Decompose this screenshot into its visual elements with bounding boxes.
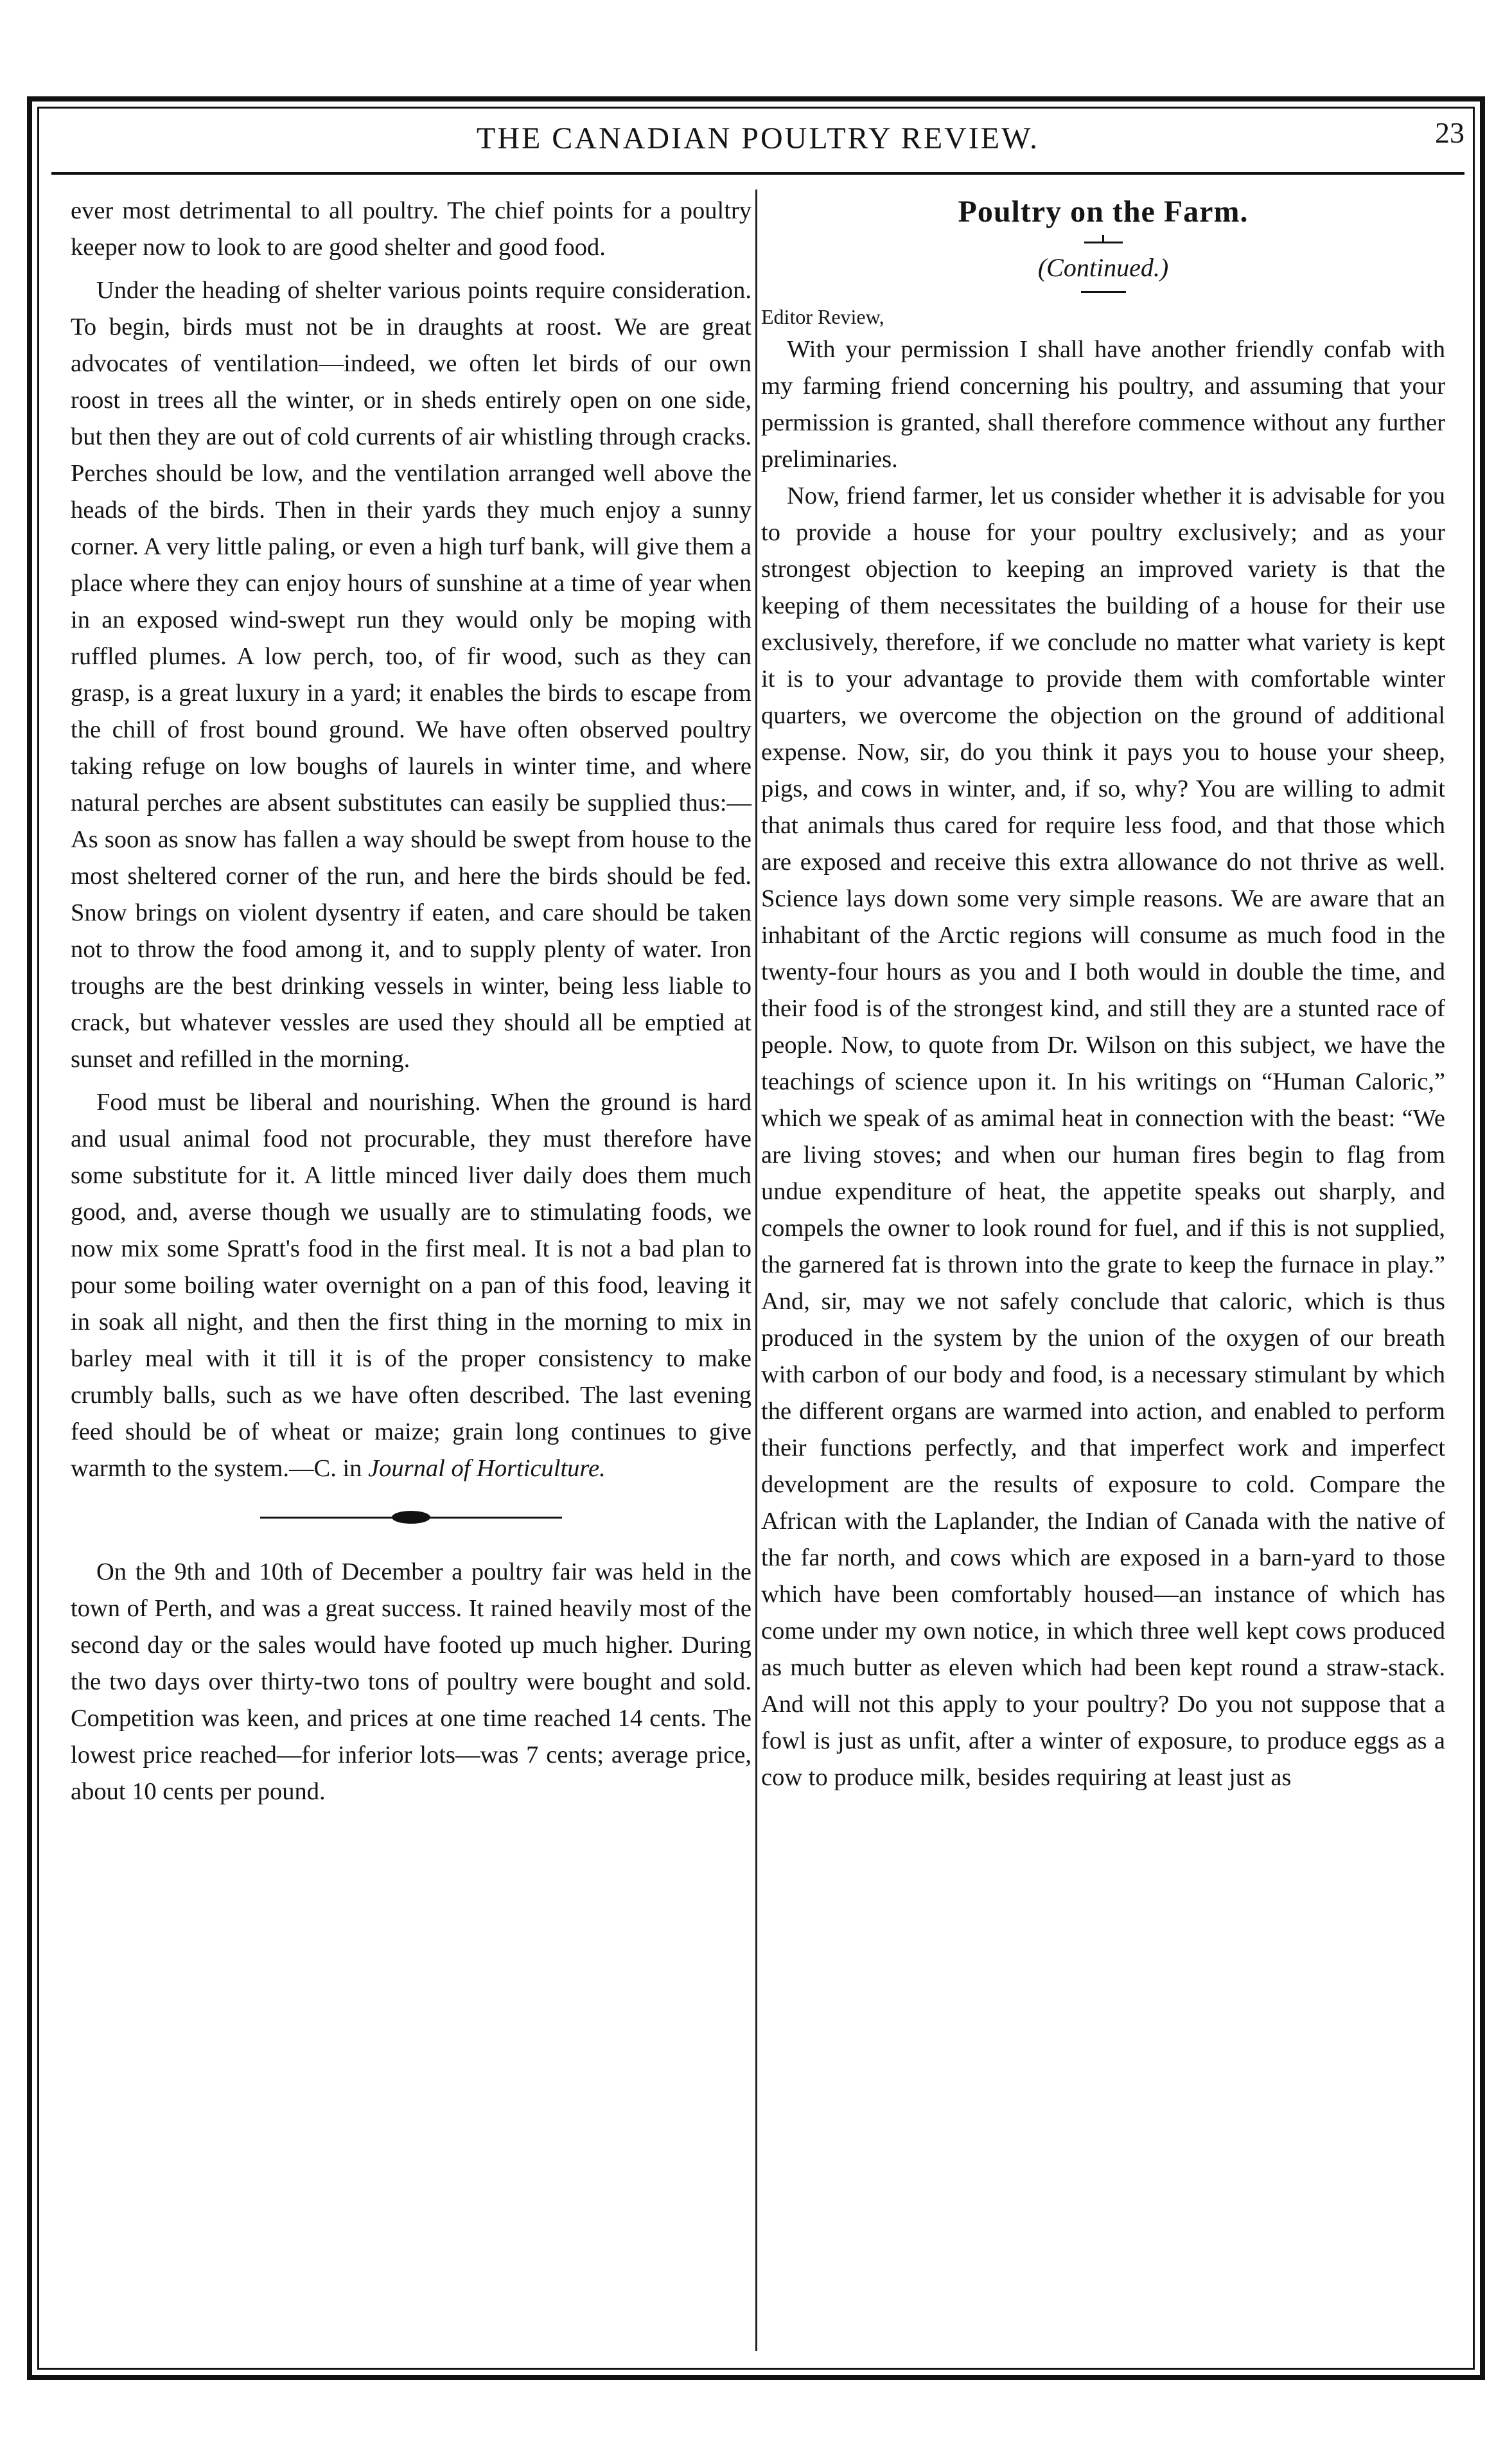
article-title: Poultry on the Farm. <box>958 195 1249 229</box>
paragraph: Now, friend farmer, let us consider whether it is advisable for you to provide a house for your poultry exclusively; and as your strongest objection to keeping an improved variety is that the keeping of them necessitates the building of a house for their use exclusively, therefore, if we conclude no matter what variety is kept it is to your advantage to provide them with comfortable winter quarters, we overcome the objection on the ground of additional expense. Now, sir, do you think it pays you to house your sheep, pigs, and cows in winter, and, if so, why? You are willing to admit that animals thus cared for require less food, and that those which are exposed and receive this extra allowance do not thrive as well. Science lays down some very simple reasons. We are aware that an inhabitant of the Arctic regions will consume as much food in the twenty-four hours as you and I both would in double the time, and their food is of the strongest kind, and still they are a stunted race of people. Now, to quote from Dr. Wilson on this subject, we have the teachings of science upon it. In his writings on “Human Caloric,” which we speak of as amimal heat in connection with the beast: “We are living stoves; and when our human fires begin to flag from undue expenditure of heat, the appetite speaks out sharply, and compels the owner to look round for fuel, and if this is not supplied, the garnered fat is thrown into the grate to keep the furnace in play.” And, sir, may we not safely conclude that caloric, which is thus produced in the system by the union of the oxygen of our breath with carbon of our body and food, is a necessary stimulant by which the different organs are warmed into action, and enabled to perform their functions perfectly, and that imperfect work and imperfect development are the results of exposure to cold. Compare the African with the Laplander, the Indian of Canada with the native of the far north, and cows which are exposed in a barn-yard to those which have been comfortably housed—an instance of which has come under my own notice, in which three well kept cows produced as much butter as eleven which had been kept round a straw-stack. And will not this apply to your poultry? Do you not suppose that a fowl is just as unfit, after a winter of exposure, to produce eggs as a cow to produce milk, besides requiring at least just as <box>761 482 1445 1791</box>
paragraph-text: Food must be liberal and nourishing. When the ground is hard and usual animal food not procurable, they must therefore have some substitute for it. A little minced liver daily does them much good, and, averse though we usually are to stimulating foods, we now mix some Spratt's food in the first meal. It is not a bad plan to pour some boiling water overnight on a pan of this food, leaving it in soak all night, and then the first thing in the morning to mix in barley meal with it till it is of the proper consistency to make crumbly balls, such as we have often described. The last evening feed should be of wheat or maize; grain long continues to give warmth to the system.—C. in <box>71 1089 752 1482</box>
divider-diamond <box>392 1511 430 1524</box>
paragraph: On the 9th and 10th of December a poultry fair was held in the town of Perth, and was a great success. It rained heavily most of the second day or the sales would have footed up much higher. During the two days over thirty-two tons of poultry were bought and sold. Competition was keen, and prices at one time reached 14 cents. The lowest price reached—for inferior lots—was 7 cents; average price, about 10 cents per pound. <box>71 1558 752 1805</box>
running-title: THE CANADIAN POULTRY REVIEW. <box>477 121 1039 155</box>
salutation: Editor Review, <box>761 305 884 328</box>
continued-label: (Continued.) <box>1037 253 1169 282</box>
paragraph: ever most detrimental to all poultry. The chief points for a poultry keeper now to look to are good shelter and good food. <box>71 197 752 261</box>
right-column <box>761 193 1445 1796</box>
page-header <box>51 116 1464 166</box>
left-column <box>71 193 752 1810</box>
title-rule <box>1084 242 1123 243</box>
page-number: 23 <box>1435 116 1464 149</box>
paragraph: With your permission I shall have another friendly confab with my farming friend concerning his poultry, and assuming that your permission is granted, shall therefore commence without any further preliminaries. <box>761 336 1445 473</box>
paragraph: Under the heading of shelter various points require consideration. To begin, birds must not be in draughts at roost. We are great advocates of ventilation—indeed, we often let birds of our own roost in trees all the winter, or in sheds entirely open on one side, but then they are out of cold currents of air whistling through cracks. Perches should be low, and the ventilation arranged well above the heads of the birds. Then in their yards they much enjoy a sunny corner. A very little paling, or even a high turf bank, will give them a place where they can enjoy hours of sunshine at a time of year when in an exposed wind-swept run they would only be moping with ruffled plumes. A low perch, too, of fir wood, such as they can grasp, is a great luxury in a yard; it enables the birds to escape from the chill of frost bound ground. We have often observed poultry taking refuge on low boughs of laurels in winter time, and where natural perches are absent substitutes can easily be supplied thus:—As soon as snow has fallen a way should be swept from house to the most sheltered corner of the run, and here the birds should be fed. Snow brings on violent dysentry if eaten, and care should be taken not to throw the food among it, and to supply plenty of water. Iron troughs are the best drinking vessels in winter, being less liable to crack, but whatever vessles are used they should all be emptied at sunset and refilled in the morning. <box>71 277 752 1073</box>
paragraph <box>71 1084 752 1487</box>
section-divider-ornament <box>260 1505 562 1531</box>
short-rule <box>1081 291 1126 293</box>
header-rule <box>51 172 1464 175</box>
journal-name: Journal of Horticulture. <box>368 1455 606 1482</box>
column-divider <box>755 189 757 2351</box>
